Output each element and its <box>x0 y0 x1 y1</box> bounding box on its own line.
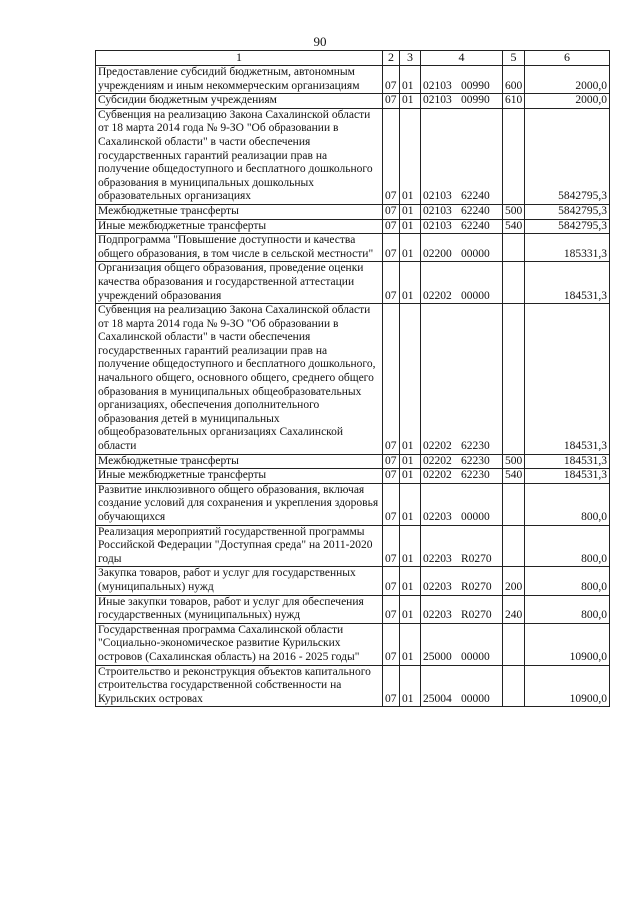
target-article-direction-code: 62230 <box>461 454 490 467</box>
target-article-program-code: 02203 <box>423 511 452 523</box>
expense-type-cell <box>503 304 525 455</box>
amount-cell: 184531,3 <box>525 454 610 469</box>
target-article-program-code: 25000 <box>423 650 452 663</box>
table-body <box>96 51 610 707</box>
subsection-code-cell: 01 <box>400 219 421 234</box>
section-code-cell: 07 <box>383 567 400 595</box>
target-article-program-code: 02202 <box>423 454 452 467</box>
target-article-program-code: 02200 <box>423 247 452 260</box>
target-article-program-code: 02103 <box>423 219 452 232</box>
target-article-cell <box>421 525 503 567</box>
amount-cell: 184531,3 <box>525 262 610 304</box>
target-article-direction-code: 62240 <box>461 219 490 232</box>
expense-type-cell: 610 <box>503 94 525 109</box>
expense-type-cell <box>503 234 525 262</box>
table-row <box>96 567 610 595</box>
subsection-code-cell: 01 <box>400 108 421 204</box>
target-article-cell <box>421 262 503 304</box>
item-name-cell: Подпрограмма "Повышение доступности и качества общего образования, в том числе в сельской местности" <box>96 234 383 262</box>
target-article-cell <box>421 204 503 219</box>
section-code-cell: 07 <box>383 204 400 219</box>
table-row <box>96 483 610 525</box>
target-article-direction-code: 62230 <box>461 469 490 482</box>
amount-cell: 10900,0 <box>525 665 610 707</box>
header-cell: 1 <box>96 51 383 66</box>
target-article-direction-code: R0270 <box>461 609 492 622</box>
header-row <box>96 51 610 66</box>
table-row <box>96 262 610 304</box>
section-code-cell: 07 <box>383 483 400 525</box>
section-code-cell: 07 <box>383 66 400 94</box>
target-article-program-code: 02103 <box>423 190 452 203</box>
page-number: 90 <box>313 34 327 49</box>
table-row <box>96 454 610 469</box>
target-article-program-code: 02202 <box>423 289 452 302</box>
item-name-cell: Иные межбюджетные трансферты <box>96 219 383 234</box>
subsection-code-cell: 01 <box>400 469 421 484</box>
target-article-direction-code: 62230 <box>461 440 490 453</box>
target-article-cell <box>421 108 503 204</box>
target-article-cell <box>421 304 503 455</box>
item-name-cell: Строительство и реконструкция объектов капитального строительства государственной собственности на Курильских островах <box>96 665 383 707</box>
amount-cell: 800,0 <box>525 525 610 567</box>
amount-cell: 800,0 <box>525 483 610 525</box>
target-article-cell <box>421 595 503 623</box>
item-name-cell: Иные закупки товаров, работ и услуг для обеспечения государственных (муниципальных) нужд <box>96 595 383 623</box>
item-name-cell: Государственная программа Сахалинской области "Социально-экономическое развитие Курильских островов (Сахалинская область) на 2016 - 2025 годы" <box>96 623 383 665</box>
target-article-cell <box>421 623 503 665</box>
section-code-cell: 07 <box>383 262 400 304</box>
target-article-direction-code: 00990 <box>461 79 490 92</box>
item-name-cell: Организация общего образования, проведение оценки качества образования и государственной аттестации учреждений образования <box>96 262 383 304</box>
expense-type-cell <box>503 623 525 665</box>
section-code-cell: 07 <box>383 108 400 204</box>
expense-type-cell <box>503 262 525 304</box>
amount-cell: 2000,0 <box>525 66 610 94</box>
header-cell: 3 <box>400 51 421 66</box>
target-article-direction-code: 00000 <box>461 692 490 705</box>
subsection-code-cell: 01 <box>400 567 421 595</box>
amount-cell: 5842795,3 <box>525 108 610 204</box>
amount-cell: 800,0 <box>525 567 610 595</box>
item-name-cell: Развитие инклюзивного общего образования, включая создание условий для сохранения и укрепления здоровья обучающихся <box>96 483 383 525</box>
amount-cell: 2000,0 <box>525 94 610 109</box>
section-code-cell: 07 <box>383 469 400 484</box>
target-article-cell <box>421 469 503 484</box>
target-article-direction-code: 00990 <box>461 94 490 107</box>
subsection-code-cell: 01 <box>400 623 421 665</box>
subsection-code-cell: 01 <box>400 234 421 262</box>
table-row <box>96 219 610 234</box>
table-row <box>96 623 610 665</box>
subsection-code-cell: 01 <box>400 94 421 109</box>
item-name-cell: Субсидии бюджетным учреждениям <box>96 94 383 109</box>
subsection-code-cell: 01 <box>400 665 421 707</box>
amount-cell: 185331,3 <box>525 234 610 262</box>
amount-cell: 10900,0 <box>525 623 610 665</box>
target-article-cell <box>421 219 503 234</box>
target-article-cell <box>421 234 503 262</box>
section-code-cell: 07 <box>383 454 400 469</box>
item-name-cell: Реализация мероприятий государственной программы Российской Федерации "Доступная среда" на 2011-2020 годы <box>96 525 383 567</box>
section-code-cell: 07 <box>383 94 400 109</box>
expense-type-cell <box>503 483 525 525</box>
table-row <box>96 94 610 109</box>
subsection-code-cell: 01 <box>400 262 421 304</box>
table-row <box>96 234 610 262</box>
section-code-cell: 07 <box>383 234 400 262</box>
section-code-cell: 07 <box>383 219 400 234</box>
expense-type-cell: 200 <box>503 567 525 595</box>
item-name-cell: Межбюджетные трансферты <box>96 454 383 469</box>
target-article-direction-code: 62240 <box>461 190 490 203</box>
expense-type-cell: 500 <box>503 204 525 219</box>
header-cell: 6 <box>525 51 610 66</box>
subsection-code-cell: 01 <box>400 483 421 525</box>
target-article-direction-code: 00000 <box>461 650 490 663</box>
target-article-program-code: 02103 <box>423 94 452 107</box>
expense-type-cell: 240 <box>503 595 525 623</box>
item-name-cell: Закупка товаров, работ и услуг для государственных (муниципальных) нужд <box>96 567 383 595</box>
table-row <box>96 66 610 94</box>
section-code-cell: 07 <box>383 595 400 623</box>
item-name-cell: Иные межбюджетные трансферты <box>96 469 383 484</box>
subsection-code-cell: 01 <box>400 66 421 94</box>
target-article-direction-code: 00000 <box>461 289 490 302</box>
expense-type-cell: 540 <box>503 219 525 234</box>
target-article-program-code: 02103 <box>423 204 452 217</box>
table-row <box>96 665 610 707</box>
header-cell: 2 <box>383 51 400 66</box>
amount-cell: 5842795,3 <box>525 219 610 234</box>
amount-cell: 5842795,3 <box>525 204 610 219</box>
subsection-code-cell: 01 <box>400 454 421 469</box>
section-code-cell: 07 <box>383 665 400 707</box>
expense-type-cell <box>503 525 525 567</box>
target-article-program-code: 02203 <box>423 609 452 622</box>
target-article-direction-code: R0270 <box>461 552 492 565</box>
target-article-cell <box>421 665 503 707</box>
target-article-cell <box>421 454 503 469</box>
table-row <box>96 525 610 567</box>
amount-cell: 800,0 <box>525 595 610 623</box>
section-code-cell: 07 <box>383 623 400 665</box>
expense-type-cell: 540 <box>503 469 525 484</box>
target-article-direction-code: R0270 <box>461 580 492 593</box>
target-article-program-code: 02203 <box>423 552 452 565</box>
header-cell: 5 <box>503 51 525 66</box>
table-row <box>96 204 610 219</box>
expense-type-cell <box>503 665 525 707</box>
target-article-program-code: 02203 <box>423 580 452 593</box>
header-cell: 4 <box>421 51 503 66</box>
target-article-cell <box>421 483 503 525</box>
expense-type-cell <box>503 108 525 204</box>
target-article-program-code: 02103 <box>423 79 452 92</box>
target-article-cell <box>421 94 503 109</box>
table-row <box>96 108 610 204</box>
section-code-cell: 07 <box>383 304 400 455</box>
target-article-program-code: 02202 <box>423 469 452 482</box>
target-article-program-code: 25004 <box>423 692 452 705</box>
target-article-direction-code: 00000 <box>461 247 490 260</box>
amount-cell: 184531,3 <box>525 304 610 455</box>
item-name-cell: Межбюджетные трансферты <box>96 204 383 219</box>
target-article-cell <box>421 567 503 595</box>
table-row <box>96 595 610 623</box>
amount-cell: 184531,3 <box>525 469 610 484</box>
section-code-cell: 07 <box>383 525 400 567</box>
expense-type-cell: 500 <box>503 454 525 469</box>
item-name-cell: Субвенция на реализацию Закона Сахалинской области от 18 марта 2014 года № 9-ЗО "Об образовании в Сахалинской области" в части обеспечения государственных гарантий реализации прав на получение общедоступного и бесплатного дошкольного, начального общего, основного общего, среднего общего образования в муниципальных общеобразовательных организациях, обеспечения дополнительного образования детей в муниципальных общеобразовательных организациях Сахалинской области <box>96 304 383 455</box>
subsection-code-cell: 01 <box>400 525 421 567</box>
item-name-cell: Субвенция на реализацию Закона Сахалинской области от 18 марта 2014 года № 9-ЗО "Об образовании в Сахалинской области" в части обеспечения государственных гарантий реализации прав на получение общедоступного и бесплатного дошкольного образования в муниципальных дошкольных образовательных организациях <box>96 108 383 204</box>
subsection-code-cell: 01 <box>400 204 421 219</box>
table-row <box>96 469 610 484</box>
subsection-code-cell: 01 <box>400 595 421 623</box>
budget-table <box>95 50 610 707</box>
item-name-cell: Предоставление субсидий бюджетным, автономным учреждениям и иным некоммерческим организациям <box>96 66 383 94</box>
expense-type-cell: 600 <box>503 66 525 94</box>
subsection-code-cell: 01 <box>400 304 421 455</box>
target-article-cell <box>421 66 503 94</box>
target-article-direction-code: 00000 <box>461 511 490 523</box>
table-row <box>96 304 610 455</box>
target-article-direction-code: 62240 <box>461 204 490 217</box>
target-article-program-code: 02202 <box>423 440 452 453</box>
